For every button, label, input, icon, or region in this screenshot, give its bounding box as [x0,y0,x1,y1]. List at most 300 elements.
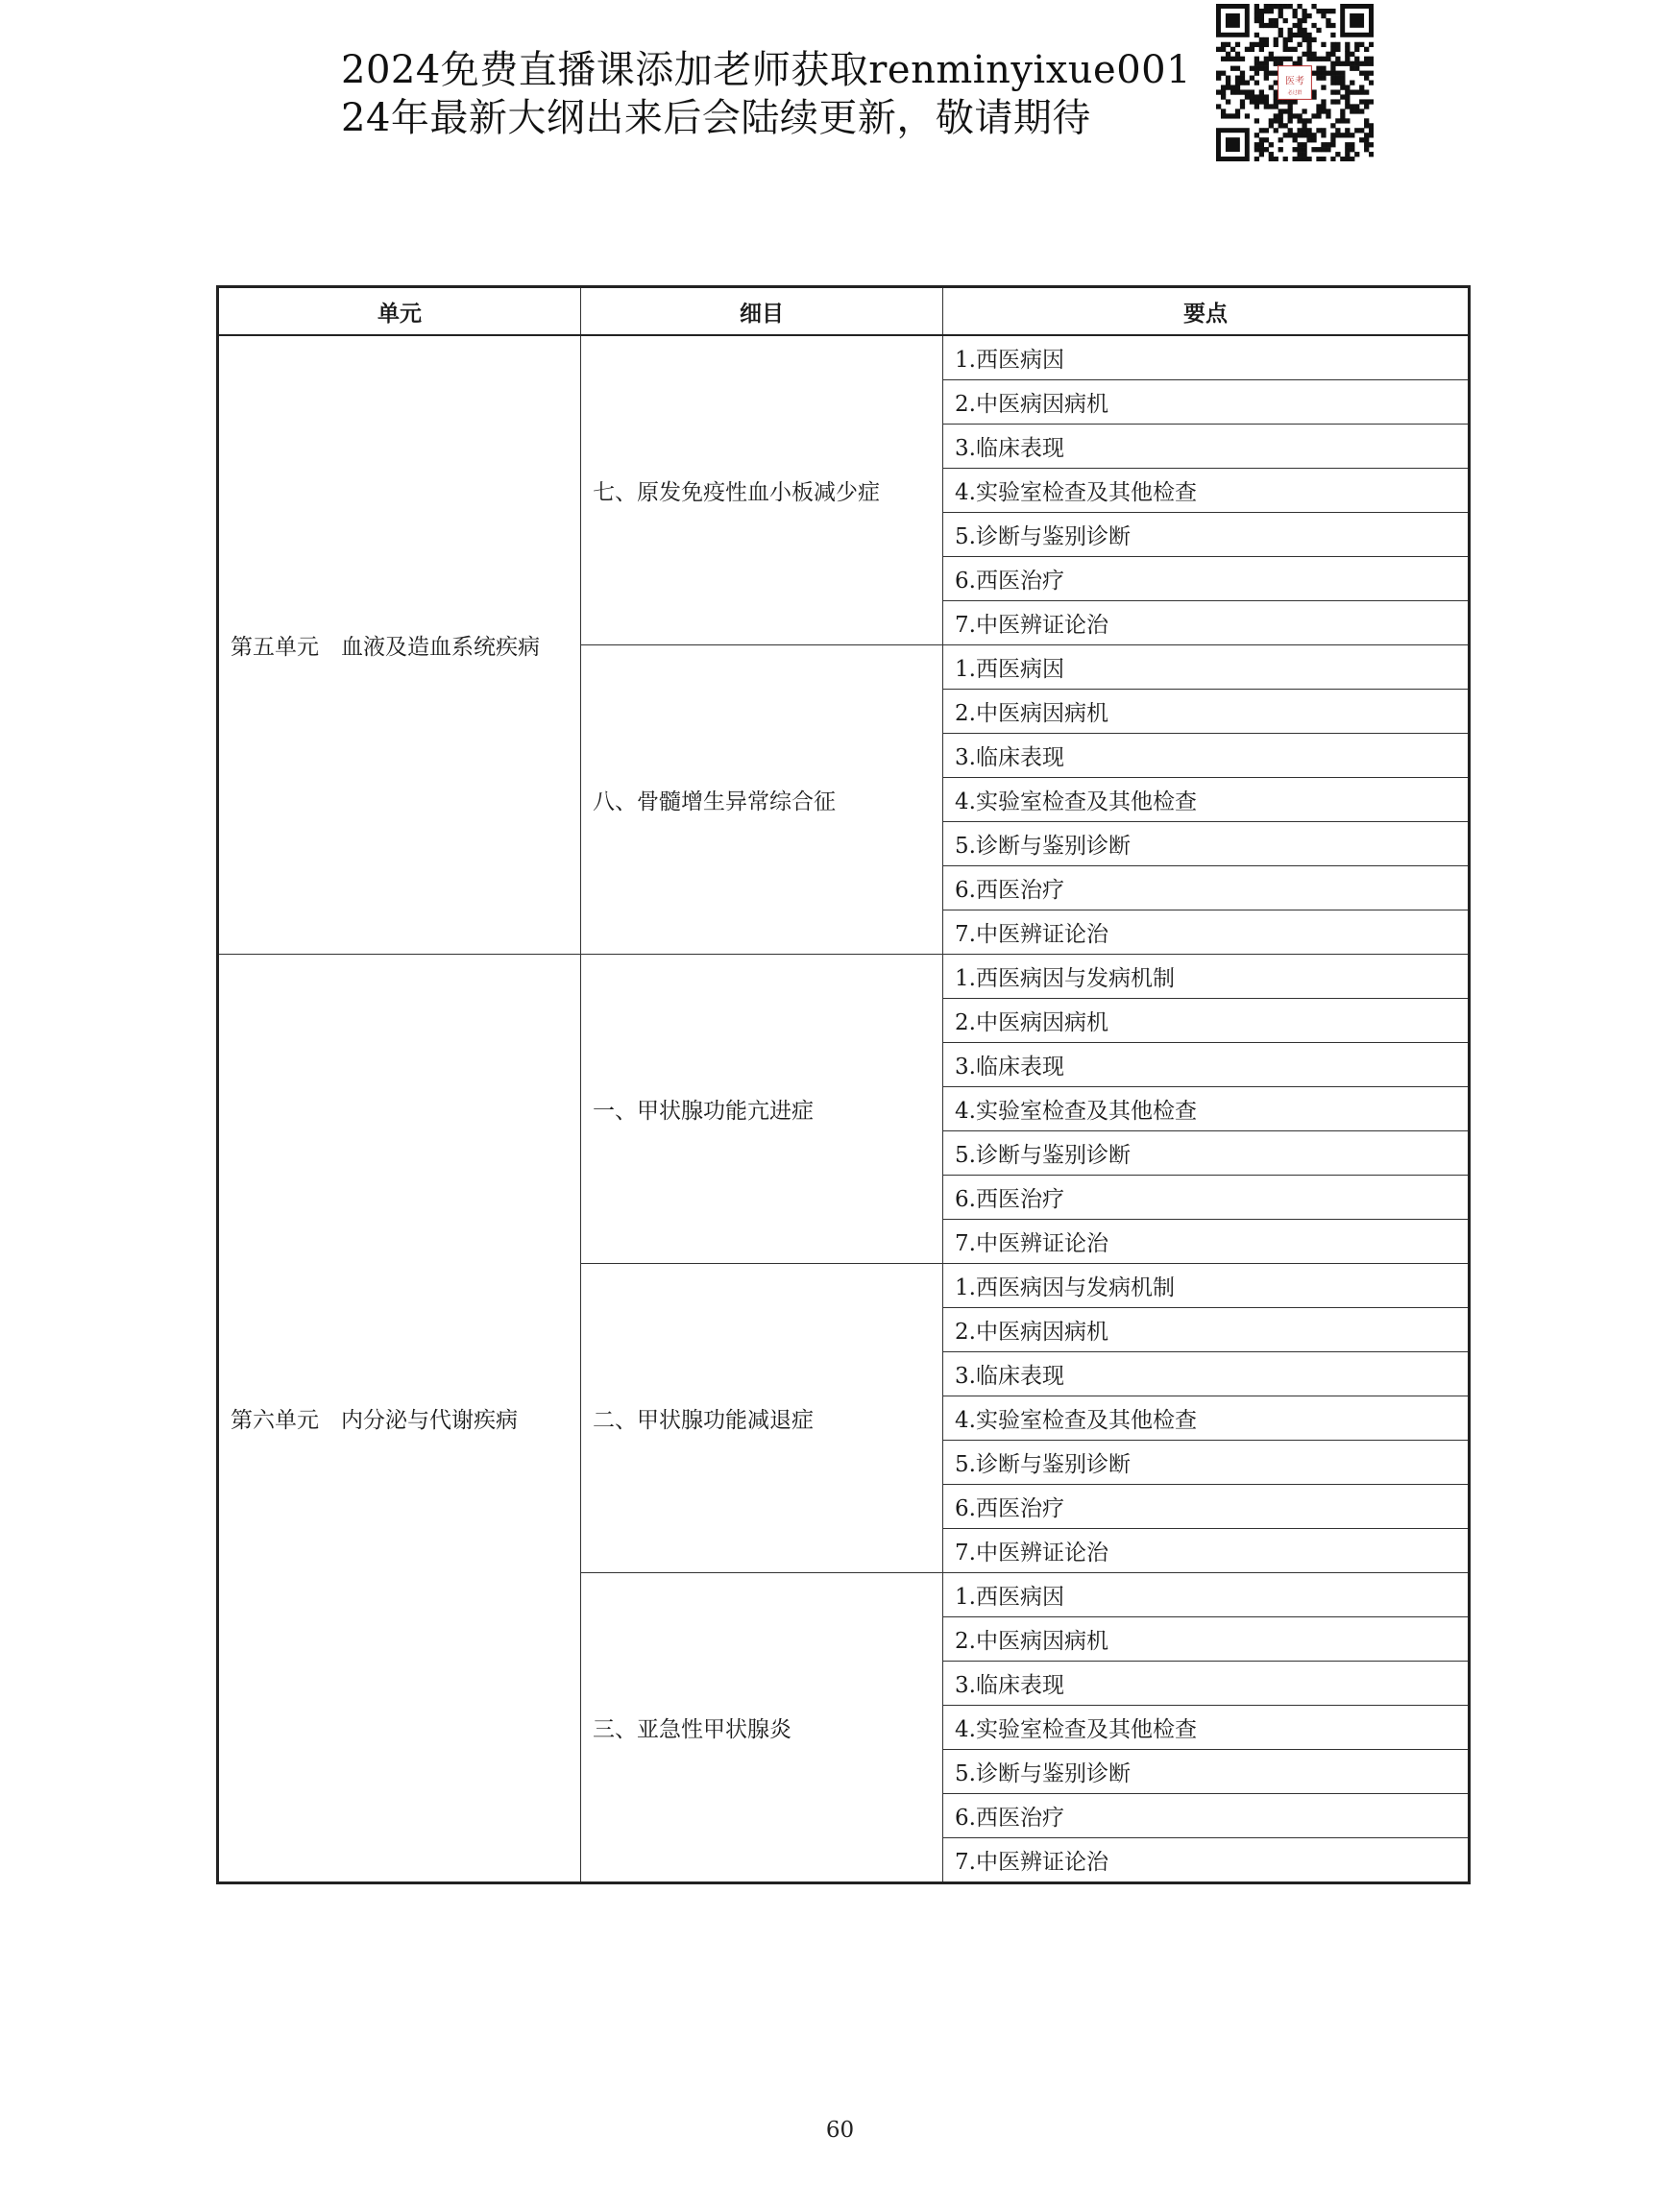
item-cell: 三、亚急性甲状腺炎 [581,1573,943,1883]
qr-module [1311,4,1316,9]
qr-module [1340,118,1345,123]
qr-module [1302,133,1306,137]
point-cell: 3.临床表现 [943,425,1470,469]
qr-module [1326,147,1330,152]
point-cell: 3.临床表现 [943,1352,1470,1396]
qr-module [1288,33,1293,37]
qr-module [1250,66,1254,71]
point-cell: 1.西医病因 [943,1573,1470,1617]
syllabus-table [216,285,1471,1884]
qr-module [1364,118,1369,123]
qr-module [1216,104,1221,109]
qr-module [1297,152,1302,157]
qr-module [1306,42,1311,47]
qr-module [1297,142,1302,147]
qr-module [1254,33,1259,37]
qr-module [1278,147,1283,152]
qr-module [1340,157,1345,161]
qr-module [1240,76,1245,81]
qr-module [1359,109,1364,113]
qr-module [1297,118,1302,123]
qr-module [1264,42,1269,47]
qr-module [1350,52,1354,57]
qr-module [1297,147,1302,152]
qr-module [1369,133,1374,137]
point-cell: 6.西医治疗 [943,1176,1470,1220]
qr-module [1359,137,1364,142]
qr-module [1278,28,1283,33]
qr-module [1226,42,1230,47]
qr-module [1311,52,1316,57]
qr-module [1311,37,1316,42]
qr-module [1240,81,1245,85]
qr-module [1345,52,1350,57]
qr-module [1288,28,1293,33]
qr-module [1302,157,1306,161]
qr-module [1288,37,1293,42]
qr-module [1240,99,1245,104]
qr-module [1274,23,1278,28]
qr-logo-label: 医考 [1285,76,1304,87]
qr-module [1302,33,1306,37]
qr-module [1283,99,1288,104]
point-cell: 1.西医病因 [943,645,1470,690]
qr-module [1259,128,1264,133]
qr-module [1293,137,1298,142]
qr-module [1311,137,1316,142]
qr-module [1254,133,1259,137]
qr-module [1221,109,1226,113]
qr-module [1340,94,1345,99]
qr-module [1316,76,1321,81]
qr-module [1311,57,1316,61]
qr-module [1321,104,1326,109]
qr-module [1259,137,1264,142]
qr-module [1306,137,1311,142]
point-cell: 3.临床表现 [943,1662,1470,1706]
qr-module [1254,94,1259,99]
qr-module [1316,66,1321,71]
qr-module [1306,13,1311,18]
qr-module [1293,47,1298,52]
qr-module [1259,13,1264,18]
qr-module [1321,109,1326,113]
qr-module [1235,76,1240,81]
qr-module [1250,94,1254,99]
qr-module [1254,42,1259,47]
qr-module [1283,18,1288,23]
qr-module [1226,57,1230,61]
qr-module [1283,57,1288,61]
qr-module [1226,99,1230,104]
qr-module [1326,23,1330,28]
qr-module [1274,118,1278,123]
qr-module [1354,57,1359,61]
point-cell: 5.诊断与鉴别诊断 [943,1131,1470,1176]
qr-module [1274,128,1278,133]
qr-module [1354,128,1359,133]
qr-module [1230,89,1235,94]
qr-module [1302,152,1306,157]
qr-module [1259,89,1264,94]
qr-module [1330,61,1335,66]
qr-module [1306,157,1311,161]
qr-module [1269,9,1274,13]
qr-module [1235,89,1240,94]
qr-module [1321,99,1326,104]
qr-module [1364,89,1369,94]
table-header-row [218,287,1470,336]
qr-module [1350,66,1354,71]
qr-module [1364,137,1369,142]
qr-module [1350,157,1354,161]
qr-module [1293,99,1298,104]
qr-module [1250,89,1254,94]
qr-module [1288,109,1293,113]
point-cell: 4.实验室检查及其他检查 [943,469,1470,513]
qr-module [1326,109,1330,113]
qr-module [1316,147,1321,152]
qr-module [1335,61,1340,66]
item-cell: 二、甲状腺功能减退症 [581,1264,943,1573]
qr-module [1269,18,1274,23]
qr-module [1269,157,1274,161]
qr-module [1283,4,1288,9]
qr-module [1235,57,1240,61]
qr-module [1283,109,1288,113]
qr-module [1330,123,1335,128]
qr-module [1369,142,1374,147]
qr-module [1350,133,1354,137]
qr-module [1335,118,1340,123]
qr-module [1283,42,1288,47]
qr-module [1278,118,1283,123]
qr-module [1330,137,1335,142]
qr-module [1259,61,1264,66]
unit-cell: 第六单元 内分泌与代谢疾病 [218,955,581,1883]
qr-module [1354,109,1359,113]
qr-module [1302,52,1306,57]
point-cell: 4.实验室检查及其他检查 [943,1396,1470,1441]
qr-module [1297,133,1302,137]
qr-module [1311,133,1316,137]
qr-module [1350,142,1354,147]
qr-module [1254,61,1259,66]
qr-module [1269,4,1274,9]
qr-module [1350,104,1354,109]
point-cell: 3.临床表现 [943,1043,1470,1087]
qr-module [1326,9,1330,13]
qr-module [1250,42,1254,47]
qr-module [1297,113,1302,118]
qr-module [1345,142,1350,147]
qr-module [1330,71,1335,76]
qr-module [1264,94,1269,99]
qr-module [1359,71,1364,76]
qr-module [1306,33,1311,37]
qr-module [1345,104,1350,109]
qr-finder-inner [1350,13,1364,28]
qr-module [1335,47,1340,52]
qr-module [1345,128,1350,133]
qr-module [1288,133,1293,137]
qr-module [1274,18,1278,23]
qr-module [1269,23,1274,28]
point-cell: 4.实验室检查及其他检查 [943,778,1470,822]
qr-module [1321,13,1326,18]
qr-module [1269,142,1274,147]
qr-module [1293,157,1298,161]
unit-cell: 第五单元 血液及造血系统疾病 [218,335,581,955]
qr-module [1278,123,1283,128]
qr-module [1269,71,1274,76]
point-cell: 4.实验室检查及其他检查 [943,1706,1470,1750]
qr-module [1264,4,1269,9]
qr-module [1316,157,1321,161]
qr-module [1254,147,1259,152]
qr-module [1364,123,1369,128]
point-cell: 2.中医病因病机 [943,999,1470,1043]
qr-module [1306,52,1311,57]
qr-module [1264,71,1269,76]
qr-module [1302,28,1306,33]
qr-module [1221,71,1226,76]
qr-module [1354,152,1359,157]
qr-module [1330,99,1335,104]
qr-module [1216,47,1221,52]
item-cell: 八、骨髓增生异常综合征 [581,645,943,955]
point-cell: 1.西医病因 [943,335,1470,380]
qr-module [1359,61,1364,66]
qr-module [1326,113,1330,118]
qr-module [1302,123,1306,128]
point-cell: 5.诊断与鉴别诊断 [943,822,1470,866]
qr-module [1269,123,1274,128]
qr-module [1264,9,1269,13]
qr-module [1269,152,1274,157]
qr-module [1364,133,1369,137]
qr-module [1311,147,1316,152]
qr-module [1306,57,1311,61]
point-cell: 5.诊断与鉴别诊断 [943,513,1470,557]
qr-module [1254,99,1259,104]
qr-module [1321,9,1326,13]
qr-module [1235,52,1240,57]
qr-module [1311,89,1316,94]
qr-module [1335,152,1340,157]
qr-module [1354,104,1359,109]
qr-module [1369,99,1374,104]
qr-module [1326,142,1330,147]
qr-module [1240,71,1245,76]
qr-module [1297,28,1302,33]
qr-module [1350,61,1354,66]
qr-module [1259,47,1264,52]
qr-module [1364,76,1369,81]
qr-module [1278,33,1283,37]
qr-module [1335,76,1340,81]
qr-module [1340,76,1345,81]
qr-module [1306,133,1311,137]
qr-module [1345,152,1350,157]
point-cell: 7.中医辨证论治 [943,1838,1470,1883]
qr-module [1321,128,1326,133]
qr-module [1288,99,1293,104]
qr-module [1221,89,1226,94]
qr-module [1259,9,1264,13]
qr-module [1321,157,1326,161]
qr-module [1321,133,1326,137]
qr-module [1259,66,1264,71]
qr-module [1221,85,1226,89]
qr-module [1340,113,1345,118]
qr-module [1345,89,1350,94]
qr-module [1369,42,1374,47]
qr-module [1345,47,1350,52]
qr-module [1254,71,1259,76]
qr-module [1221,57,1226,61]
point-cell: 2.中医病因病机 [943,690,1470,734]
qr-module [1278,109,1283,113]
qr-finder-inner [1226,13,1240,28]
qr-module [1264,66,1269,71]
qr-module [1297,33,1302,37]
qr-module [1359,99,1364,104]
qr-module [1264,99,1269,104]
qr-module [1245,47,1250,52]
qr-module [1354,47,1359,52]
qr-module [1302,118,1306,123]
qr-module [1274,57,1278,61]
qr-module [1340,109,1345,113]
qr-module [1240,89,1245,94]
qr-module [1364,104,1369,109]
column-header-points: 要点 [943,287,1470,336]
qr-module [1335,133,1340,137]
qr-module [1278,57,1283,61]
qr-module [1254,9,1259,13]
qr-module [1335,57,1340,61]
column-header-item: 细目 [581,287,943,336]
point-cell: 5.诊断与鉴别诊断 [943,1750,1470,1794]
qr-module [1216,71,1221,76]
qr-module [1254,66,1259,71]
page-number: 60 [825,2118,855,2143]
qr-module [1340,61,1345,66]
qr-module [1274,4,1278,9]
qr-module [1340,81,1345,85]
qr-module [1278,4,1283,9]
qr-module [1259,42,1264,47]
qr-module [1235,109,1240,113]
qr-module [1288,104,1293,109]
qr-module [1297,23,1302,28]
qr-module [1345,147,1350,152]
qr-module [1311,71,1316,76]
qr-module [1293,23,1298,28]
qr-module [1226,85,1230,89]
qr-module [1293,133,1298,137]
point-cell: 2.中医病因病机 [943,1617,1470,1662]
table-row [218,955,1470,999]
column-header-unit: 单元 [218,287,581,336]
qr-module [1369,57,1374,61]
qr-module [1235,113,1240,118]
qr-module [1345,99,1350,104]
qr-module [1259,37,1264,42]
qr-module [1230,113,1235,118]
qr-module [1350,89,1354,94]
qr-module [1369,128,1374,133]
item-cell: 一、甲状腺功能亢进症 [581,955,943,1264]
qr-module [1330,157,1335,161]
qr-module [1254,4,1259,9]
qr-module [1321,147,1326,152]
qr-module [1354,42,1359,47]
qr-module [1288,4,1293,9]
qr-module [1316,71,1321,76]
qr-module [1226,81,1230,85]
qr-module [1330,33,1335,37]
qr-module [1369,71,1374,76]
qr-module [1259,142,1264,147]
item-cell: 七、原发免疫性血小板减少症 [581,335,943,645]
point-cell: 6.西医治疗 [943,866,1470,910]
qr-module [1269,52,1274,57]
qr-module [1330,9,1335,13]
qr-module [1321,71,1326,76]
qr-module [1345,57,1350,61]
qr-module [1364,71,1369,76]
qr-module [1288,118,1293,123]
qr-module [1369,152,1374,157]
qr-module [1345,61,1350,66]
qr-module [1316,57,1321,61]
qr-module [1283,47,1288,52]
qr-module [1345,85,1350,89]
qr-module [1321,85,1326,89]
qr-module [1364,99,1369,104]
qr-module [1235,85,1240,89]
qr-module [1330,52,1335,57]
qr-module [1254,13,1259,18]
qr-module [1254,57,1259,61]
qr-module [1330,89,1335,94]
qr-module [1235,66,1240,71]
qr-module [1235,81,1240,85]
qr-module [1264,37,1269,42]
qr-module [1221,47,1226,52]
qr-module [1226,113,1230,118]
qr-module [1297,4,1302,9]
qr-module [1326,71,1330,76]
qr-module [1230,66,1235,71]
qr-module [1264,147,1269,152]
qr-module [1254,18,1259,23]
qr-module [1293,9,1298,13]
qr-module [1259,23,1264,28]
qr-module [1245,89,1250,94]
qr-module [1302,128,1306,133]
qr-module [1359,89,1364,94]
qr-module [1221,113,1226,118]
qr-module [1216,89,1221,94]
point-cell: 6.西医治疗 [943,1485,1470,1529]
qr-module [1335,71,1340,76]
qr-module [1269,104,1274,109]
point-cell: 2.中医病因病机 [943,380,1470,425]
qr-module [1250,99,1254,104]
